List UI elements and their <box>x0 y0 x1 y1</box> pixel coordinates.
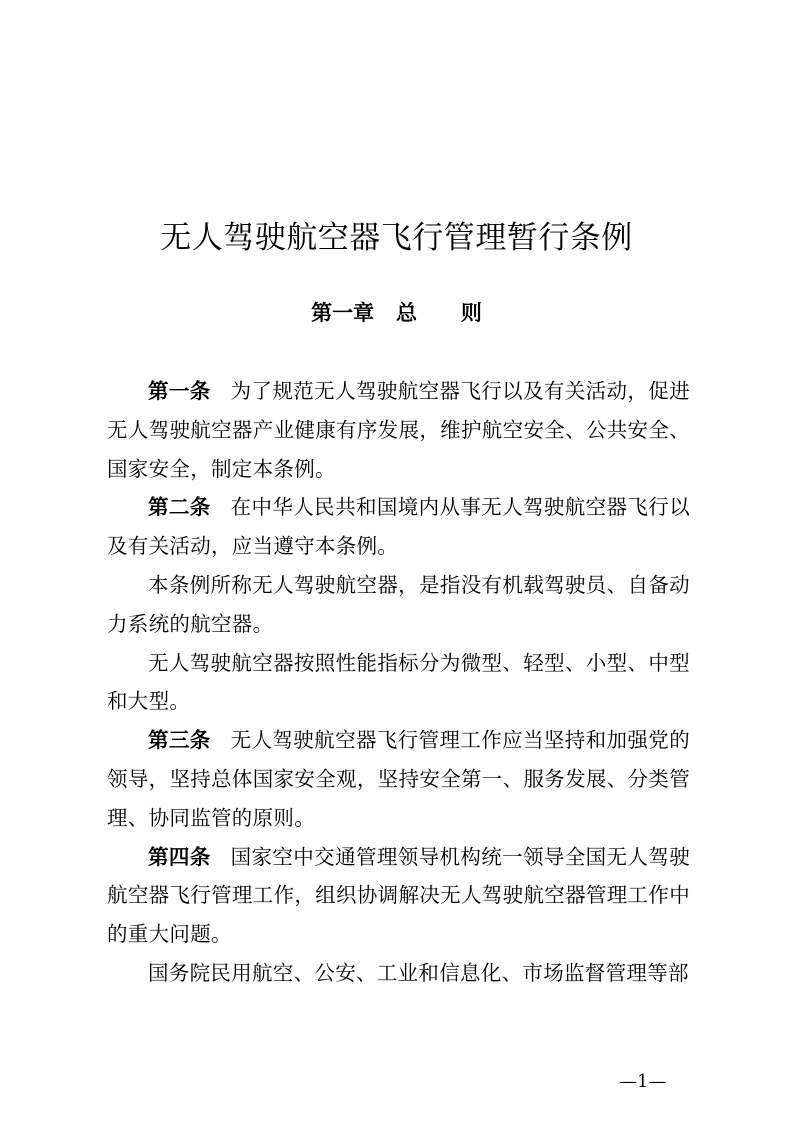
paragraph-classification <box>107 644 690 722</box>
paragraph-article-4 <box>107 838 690 954</box>
paragraph-text: 为了规范无人驾驶航空器飞行以及有关活动，促进无人驾驶航空器产业健康有序发展，维护航空安全、公共安全、国家安全，制定本条例。 <box>107 379 690 481</box>
document-body <box>107 372 690 993</box>
paragraph-text: 国务院民用航空、公安、工业和信息化、市场监督管理等部 <box>148 960 689 985</box>
page-number: —1— <box>619 1071 667 1092</box>
chapter-heading: 第一章 总 则 <box>311 301 482 325</box>
article-label: 第四条 <box>148 844 211 869</box>
paragraph-article-1 <box>107 372 690 488</box>
paragraph-text: 在中华人民共和国境内从事无人驾驶航空器飞行以及有关活动，应当遵守本条例。 <box>107 495 690 559</box>
paragraph-text: 本条例所称无人驾驶航空器，是指没有机载驾驶员、自备动力系统的航空器。 <box>107 572 690 636</box>
article-label: 第一条 <box>148 379 211 403</box>
paragraph-definition <box>107 566 690 644</box>
paragraph-article-2 <box>107 488 690 566</box>
paragraph-text: 无人驾驶航空器按照性能指标分为微型、轻型、小型、中型和大型。 <box>107 650 690 714</box>
article-label: 第二条 <box>148 495 211 520</box>
document-title: 无人驾驶航空器飞行管理暂行条例 <box>160 220 633 256</box>
article-label: 第三条 <box>148 728 211 753</box>
paragraph-text: 国家空中交通管理领导机构统一领导全国无人驾驶航空器飞行管理工作，组织协调解决无人驾驶航空器管理工作中的重大问题。 <box>107 844 690 947</box>
paragraph-departments <box>107 954 690 993</box>
paragraph-article-3 <box>107 721 690 837</box>
paragraph-text: 无人驾驶航空器飞行管理工作应当坚持和加强党的领导，坚持总体国家安全观，坚持安全第一、服务发展、分类管理、协同监管的原则。 <box>107 728 690 830</box>
